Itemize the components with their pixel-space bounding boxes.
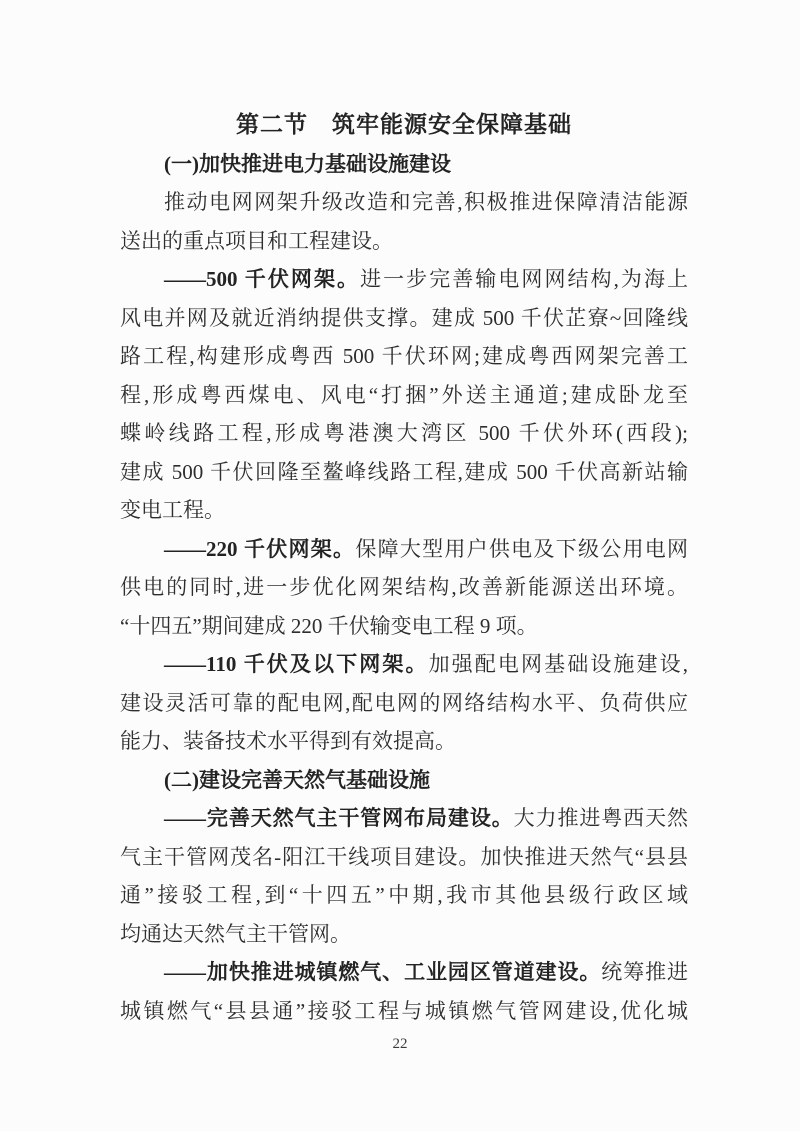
body-line	[120, 684, 688, 723]
body-line	[120, 722, 688, 761]
emphasis-text: ——完善天然气主干管网布局建设。	[164, 806, 514, 830]
body-text: 供电的同时,进一步优化网架结构,改善新能源送出环境。	[120, 575, 688, 599]
body-text: 变电工程。	[120, 498, 225, 522]
body-line	[120, 530, 688, 569]
body-text: 气主干管网茂名-阳江干线项目建设。加快推进天然气“县县	[120, 844, 688, 869]
body-text: 统筹推进	[601, 960, 689, 984]
body-line	[120, 607, 688, 646]
body-line	[120, 376, 688, 415]
body-line	[120, 838, 688, 877]
body-text: 进一步完善输电网网结构,为海上	[360, 267, 689, 291]
body-line	[120, 799, 688, 838]
page-number: 22	[392, 1036, 408, 1052]
body-text: 送出的重点项目和工程建设。	[120, 228, 393, 253]
section-title	[120, 106, 688, 145]
emphasis-text: (一)加快推进电力基础设施建设	[164, 151, 451, 176]
body-text: “十四五”期间建成 220 千伏输变电工程 9 项。	[120, 613, 538, 638]
body-line	[120, 876, 688, 915]
subsection-heading-1	[120, 145, 688, 184]
emphasis-text: 第二节 筑牢能源安全保障基础	[236, 112, 572, 137]
body-line	[120, 992, 688, 1031]
body-text: 城镇燃气“县县通”接驳工程与城镇燃气管网建设,优化城	[120, 998, 688, 1023]
body-line	[120, 645, 688, 684]
body-line	[120, 222, 688, 261]
body-line	[120, 337, 688, 376]
body-text: 保障大型用户供电及下级公用电网	[355, 536, 689, 561]
body-text: 通”接驳工程,到“十四五”中期,我市其他县级行政区域	[120, 883, 688, 907]
body-line	[120, 453, 688, 492]
body-text: 加强配电网基础设施建设,	[428, 652, 688, 676]
body-text: 建设灵活可靠的配电网,配电网的网络结构水平、负荷供应	[120, 690, 688, 715]
body-line	[120, 414, 688, 453]
body-text: 蝶岭线路工程,形成粤港澳大湾区 500 千伏外环(西段);	[120, 421, 688, 445]
body-text: 均通达天然气主干管网。	[120, 921, 351, 946]
body-text: 建成 500 千伏回隆至鳌峰线路工程,建成 500 千伏高新站输	[120, 459, 688, 484]
document-body	[120, 106, 688, 1030]
body-text: 路工程,构建形成粤西 500 千伏环网;建成粤西网架完善工	[120, 344, 688, 368]
body-line	[120, 299, 688, 338]
body-line	[120, 183, 688, 222]
body-text: 程,形成粤西煤电、风电“打捆”外送主通道;建成卧龙至	[120, 382, 688, 407]
body-text: 推动电网网架升级改造和完善,积极推进保障清洁能源	[164, 190, 688, 214]
body-line	[120, 568, 688, 607]
body-text: 风电并网及就近消纳提供支撑。建成 500 千伏芷寮~回隆线	[120, 305, 688, 330]
body-line	[120, 953, 688, 992]
body-line	[120, 915, 688, 954]
subsection-heading-2	[120, 761, 688, 800]
body-text: 能力、装备技术水平得到有效提高。	[120, 729, 456, 753]
emphasis-text: (二)建设完善天然气基础设施	[164, 767, 430, 792]
emphasis-text: ——加快推进城镇燃气、工业园区管道建设。	[164, 960, 602, 984]
body-text: 大力推进粤西天然	[513, 806, 689, 830]
emphasis-text: ——500 千伏网架。	[164, 267, 361, 291]
body-line	[120, 491, 688, 530]
body-line	[120, 260, 688, 299]
emphasis-text: ——220 千伏网架。	[164, 536, 356, 561]
emphasis-text: ——110 千伏及以下网架。	[164, 652, 429, 676]
